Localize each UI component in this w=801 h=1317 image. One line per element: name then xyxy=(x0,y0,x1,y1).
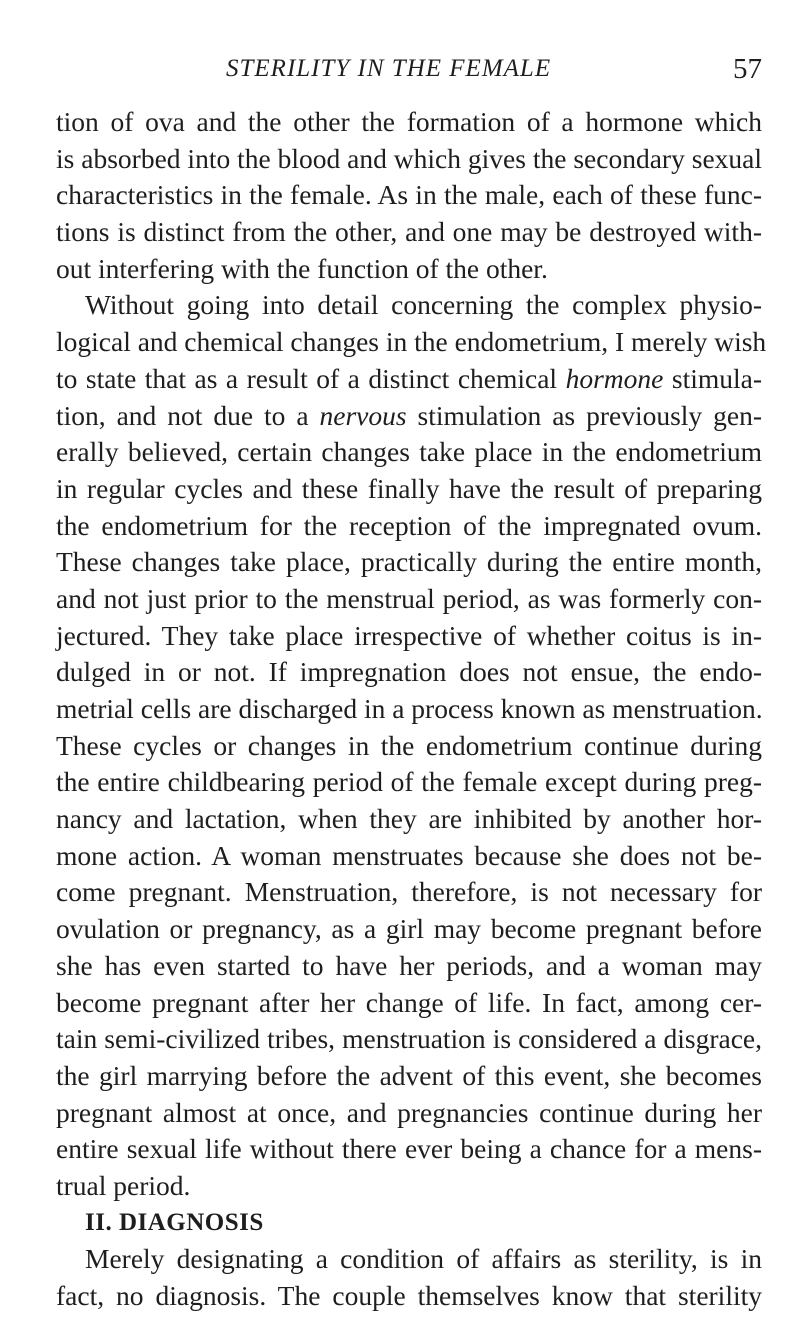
text-line: characteristics in the female. As in the male, each of these func- xyxy=(56,179,762,211)
text-line: dulged in or not. If impregnation does not ensue, the endo- xyxy=(56,656,762,688)
text-line: in regular cycles and these finally have the result of preparing xyxy=(56,472,762,504)
text-line: jectured. They take place irrespective of whether coitus is in- xyxy=(56,619,762,651)
text-line xyxy=(56,398,762,435)
text-line: out interfering with the function of the other. xyxy=(56,252,548,284)
text-line: mone action. A woman menstruates because she does not be- xyxy=(56,839,762,871)
text-line: ovulation or pregnancy, as a girl may become pregnant before xyxy=(56,913,762,945)
text-line: Merely designating a condition of affairs as sterility, is in xyxy=(85,1243,762,1275)
text-line: fact, no diagnosis. The couple themselves know that sterility xyxy=(56,1280,762,1311)
text-line: is absorbed into the blood and which gives the secondary sexual xyxy=(56,142,762,174)
text-line: entire sexual life without there ever being a chance for a mens- xyxy=(56,1133,762,1165)
page-number: 57 xyxy=(733,53,762,85)
text-line: tions is distinct from the other, and one may be destroyed with- xyxy=(56,216,762,248)
text-line: logical and chemical changes in the endometrium, I merely wish xyxy=(56,326,767,358)
text-run: stimulation as previously gen- xyxy=(406,399,762,431)
text-line xyxy=(56,361,762,398)
text-line: metrial cells are discharged in a process known as menstruation. xyxy=(56,693,763,724)
text-run: to state that as a result of a distinct chemical xyxy=(56,362,566,394)
text-line: tion of ova and the other the formation of a hormone which xyxy=(56,106,762,137)
text-run: stimula- xyxy=(663,362,762,394)
text-line: nancy and lactation, when they are inhibited by another hor- xyxy=(56,803,762,835)
body-text xyxy=(56,104,767,1315)
text-line: she has even started to have her periods, and a woman may xyxy=(56,949,762,981)
text-line: These cycles or changes in the endometrium continue during xyxy=(56,729,762,761)
running-title: STERILITY IN THE FEMALE xyxy=(226,55,552,82)
italic-term-nervous: nervous xyxy=(319,399,407,431)
text-line: become pregnant after her change of life. In fact, among cer- xyxy=(56,986,762,1018)
text-line: Without going into detail concerning the complex physio- xyxy=(85,289,762,321)
text-line: the entire childbearing period of the female except during preg- xyxy=(56,766,762,798)
text-line: These changes take place, practically during the entire month, xyxy=(56,546,762,578)
italic-term-hormone: hormone xyxy=(565,362,664,394)
text-line: tain semi-civilized tribes, menstruation is considered a disgrace, xyxy=(56,1023,762,1055)
text-line: and not just prior to the menstrual period, as was formerly con- xyxy=(56,582,762,614)
section-heading: II. DIAGNOSIS xyxy=(85,1208,264,1236)
running-head xyxy=(56,52,762,86)
text-run: tion, and not due to a xyxy=(56,399,320,431)
text-line: come pregnant. Menstruation, therefore, is not necessary for xyxy=(56,876,762,908)
text-line: trual period. xyxy=(56,1169,191,1201)
text-line: the endometrium for the reception of the impregnated ovum. xyxy=(56,509,762,541)
text-line: the girl marrying before the advent of this event, she becomes xyxy=(56,1059,762,1091)
text-line: pregnant almost at once, and pregnancies continue during her xyxy=(56,1096,762,1128)
text-line: erally believed, certain changes take place in the endometrium xyxy=(56,436,762,468)
